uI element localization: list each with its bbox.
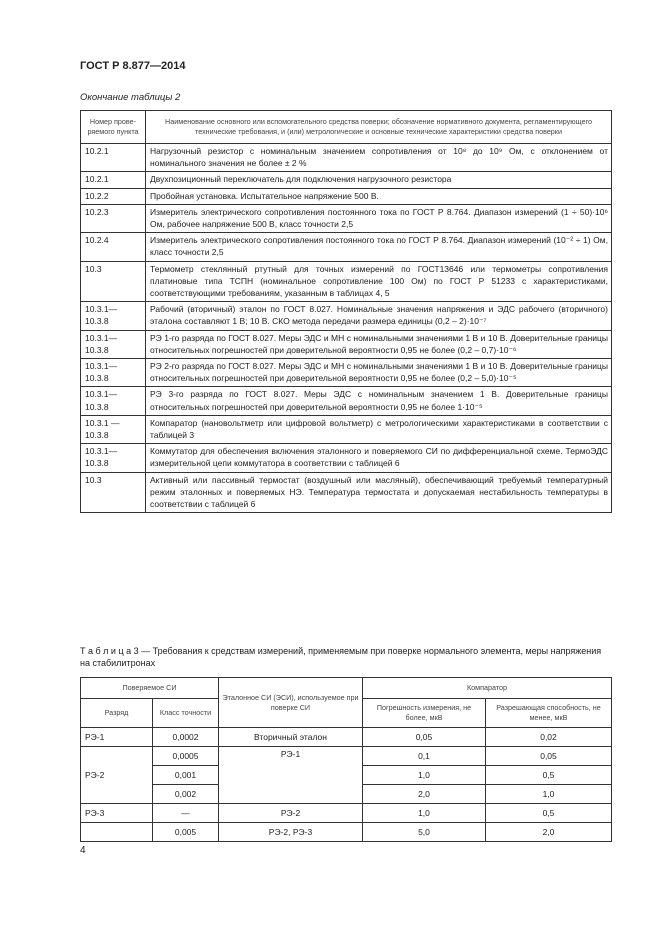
rank-cell — [81, 823, 153, 842]
class-cell: 0,001 — [153, 766, 219, 785]
means-description: Измеритель электрического сопротивления постоянного тока по ГОСТ Р 8.764. Диапазон измерений (10⁻² ÷ 1) Ом, класс точности 2,5 — [146, 233, 612, 261]
table-2 — [80, 110, 612, 513]
reference-cell: РЭ-2 — [219, 804, 363, 823]
means-description: Нагрузочный резистор с номинальным значением сопротивления от 10⁸ до 10⁹ Ом, с отклонением от номинального значения не более ± 2 % — [146, 144, 612, 172]
clause-number: 10.2.1 — [81, 172, 146, 188]
error-cell: 2,0 — [363, 785, 486, 804]
clause-number: 10.3.1 — 10.3.8 — [81, 415, 146, 443]
table-row — [81, 387, 612, 415]
rank-cell: РЭ-1 — [81, 728, 153, 747]
means-description: Пробойная установка. Испытательное напряжение 500 В. — [146, 188, 612, 204]
clause-number: 10.2.1 — [81, 144, 146, 172]
means-description: Двухпозиционный переключатель для подключения нагрузочного резистора — [146, 172, 612, 188]
clause-number: 10.3.1— 10.3.8 — [81, 387, 146, 415]
table-row — [81, 330, 612, 358]
clause-number: 10.3.1— 10.3.8 — [81, 444, 146, 472]
table-row — [81, 261, 612, 302]
table-3-title-text: — Требования к средствам измерений, применяемым при поверке нормального элемента, меры напряжения на стабилитронах — [80, 646, 602, 668]
document-header: ГОСТ Р 8.877—2014 — [80, 60, 186, 72]
col-header-resolution: Разрешающая способность, не менее, мкВ — [486, 699, 612, 728]
col-header-comparator: Компаратор — [363, 678, 612, 699]
table-row — [81, 144, 612, 172]
table-row — [81, 804, 612, 823]
means-description: РЭ 1-го разряда по ГОСТ 8.027. Меры ЭДС и МН с номинальными значениями 1 В и 10 В. Доверительные границы относительных погрешностей при доверительной вероятности 0,95 не более (0,2 – 0,7)·10⁻⁶ — [146, 330, 612, 358]
class-cell: 0,0005 — [153, 747, 219, 766]
table-row — [81, 204, 612, 232]
table-3 — [80, 677, 612, 842]
resolution-cell: 0,05 — [486, 747, 612, 766]
table-2-caption: Окончание таблицы 2 — [80, 92, 181, 103]
table-row — [81, 728, 612, 747]
col-header-verified-instrument: Поверяемое СИ — [81, 678, 219, 699]
table-row — [81, 472, 612, 513]
table-row — [81, 444, 612, 472]
class-cell: 0,002 — [153, 785, 219, 804]
resolution-cell: 0,02 — [486, 728, 612, 747]
clause-number: 10.3 — [81, 261, 146, 302]
means-description: Рабочий (вторичный) эталон по ГОСТ 8.027. Номинальные значения напряжения и ЭДС рабочего (вторичного) эталона составляют 1 В; 10 В. СКО метода передачи размера единицы (0,2 – 2)·10⁻⁷ — [146, 302, 612, 330]
error-cell: 0,05 — [363, 728, 486, 747]
table-row — [81, 823, 612, 842]
rank-cell: РЭ-2 — [81, 747, 153, 804]
page-number: 4 — [80, 845, 86, 856]
table-header-row — [81, 678, 612, 699]
class-cell: 0,005 — [153, 823, 219, 842]
table-row — [81, 233, 612, 261]
table-3-label: Т а б л и ц а 3 — [80, 646, 139, 656]
table-row — [81, 359, 612, 387]
means-description: РЭ 3-го разряда по ГОСТ 8.027. Меры ЭДС с номинальным значением 1 В. Доверительные границы относительных погрешностей при доверительной вероятности 0,95 не более 1·10⁻⁵ — [146, 387, 612, 415]
means-description: Термометр стеклянный ртутный для точных измерений по ГОСТ13646 или термометры сопротивления платиновые типа ТСПН (номинальное сопротивление 100 Ом) по ГОСТ Р 51233 с характеристиками, соответствующими требованиям, указанным в таблицах 4, 5 — [146, 261, 612, 302]
error-cell: 5,0 — [363, 823, 486, 842]
error-cell: 0,1 — [363, 747, 486, 766]
table-3-title — [80, 645, 612, 669]
resolution-cell: 1,0 — [486, 785, 612, 804]
col-header-rank: Разряд — [81, 699, 153, 728]
table-row — [81, 172, 612, 188]
table-row — [81, 747, 612, 766]
col-header-means-of-verification: Наименование основного или вспомогательного средства поверки; обозначение нормативного документа, регламентирующего технические требования, и (или) метрологические и основные технические характеристики средства поверки — [146, 111, 612, 144]
resolution-cell: 0,5 — [486, 766, 612, 785]
rank-cell: РЭ-3 — [81, 804, 153, 823]
means-description: Компаратор (нановольтметр или цифровой вольтметр) с метрологическими характеристиками в соответствии с таблицей 3 — [146, 415, 612, 443]
col-header-accuracy-class: Класс точности — [153, 699, 219, 728]
error-cell: 1,0 — [363, 804, 486, 823]
reference-cell: РЭ-2, РЭ-3 — [219, 823, 363, 842]
means-description: РЭ 2-го разряда по ГОСТ 8.027. Меры ЭДС и МН с номинальными значениями 1 В и 10 В. Доверительные границы относительных погрешностей при доверительной вероятности 0,95 не более (0,2 – 5,0)·10⁻⁵ — [146, 359, 612, 387]
table-row — [81, 188, 612, 204]
clause-number: 10.2.4 — [81, 233, 146, 261]
clause-number: 10.3.1— 10.3.8 — [81, 359, 146, 387]
class-cell: 0,0002 — [153, 728, 219, 747]
table-row — [81, 415, 612, 443]
col-header-clause-number: Номер прове- ряемого пункта — [81, 111, 146, 144]
error-cell: 1,0 — [363, 766, 486, 785]
clause-number: 10.3 — [81, 472, 146, 513]
clause-number: 10.2.2 — [81, 188, 146, 204]
reference-cell: РЭ-1 — [219, 747, 363, 804]
table-row — [81, 302, 612, 330]
col-header-measurement-error: Погрешность измерения, не более, мкВ — [363, 699, 486, 728]
resolution-cell: 0,5 — [486, 804, 612, 823]
means-description: Активный или пассивный термостат (воздушный или масляный), обеспечивающий требуемый температурный режим эталонных и поверяемых НЭ. Температура термостата и допускаемая нестабильность температуры в соответствии с таблицей 6 — [146, 472, 612, 513]
class-cell: — — [153, 804, 219, 823]
means-description: Измеритель электрического сопротивления постоянного тока по ГОСТ Р 8.764. Диапазон измерений (1 ÷ 50)·10⁶ Ом, рабочее напряжение 500 В, класс точности 2,5 — [146, 204, 612, 232]
reference-cell: Вторичный эталон — [219, 728, 363, 747]
table-header-row — [81, 111, 612, 144]
means-description: Коммутатор для обеспечения включения эталонного и поверяемого СИ по дифференциальной схеме. ТермоЭДС измерительной цепи коммутатора в соответствии с таблицей 6 — [146, 444, 612, 472]
clause-number: 10.2.3 — [81, 204, 146, 232]
clause-number: 10.3.1— 10.3.8 — [81, 330, 146, 358]
col-header-reference-instrument: Эталонное СИ (ЭСИ), используемое при поверке СИ — [219, 678, 363, 728]
resolution-cell: 2,0 — [486, 823, 612, 842]
clause-number: 10.3.1— 10.3.8 — [81, 302, 146, 330]
